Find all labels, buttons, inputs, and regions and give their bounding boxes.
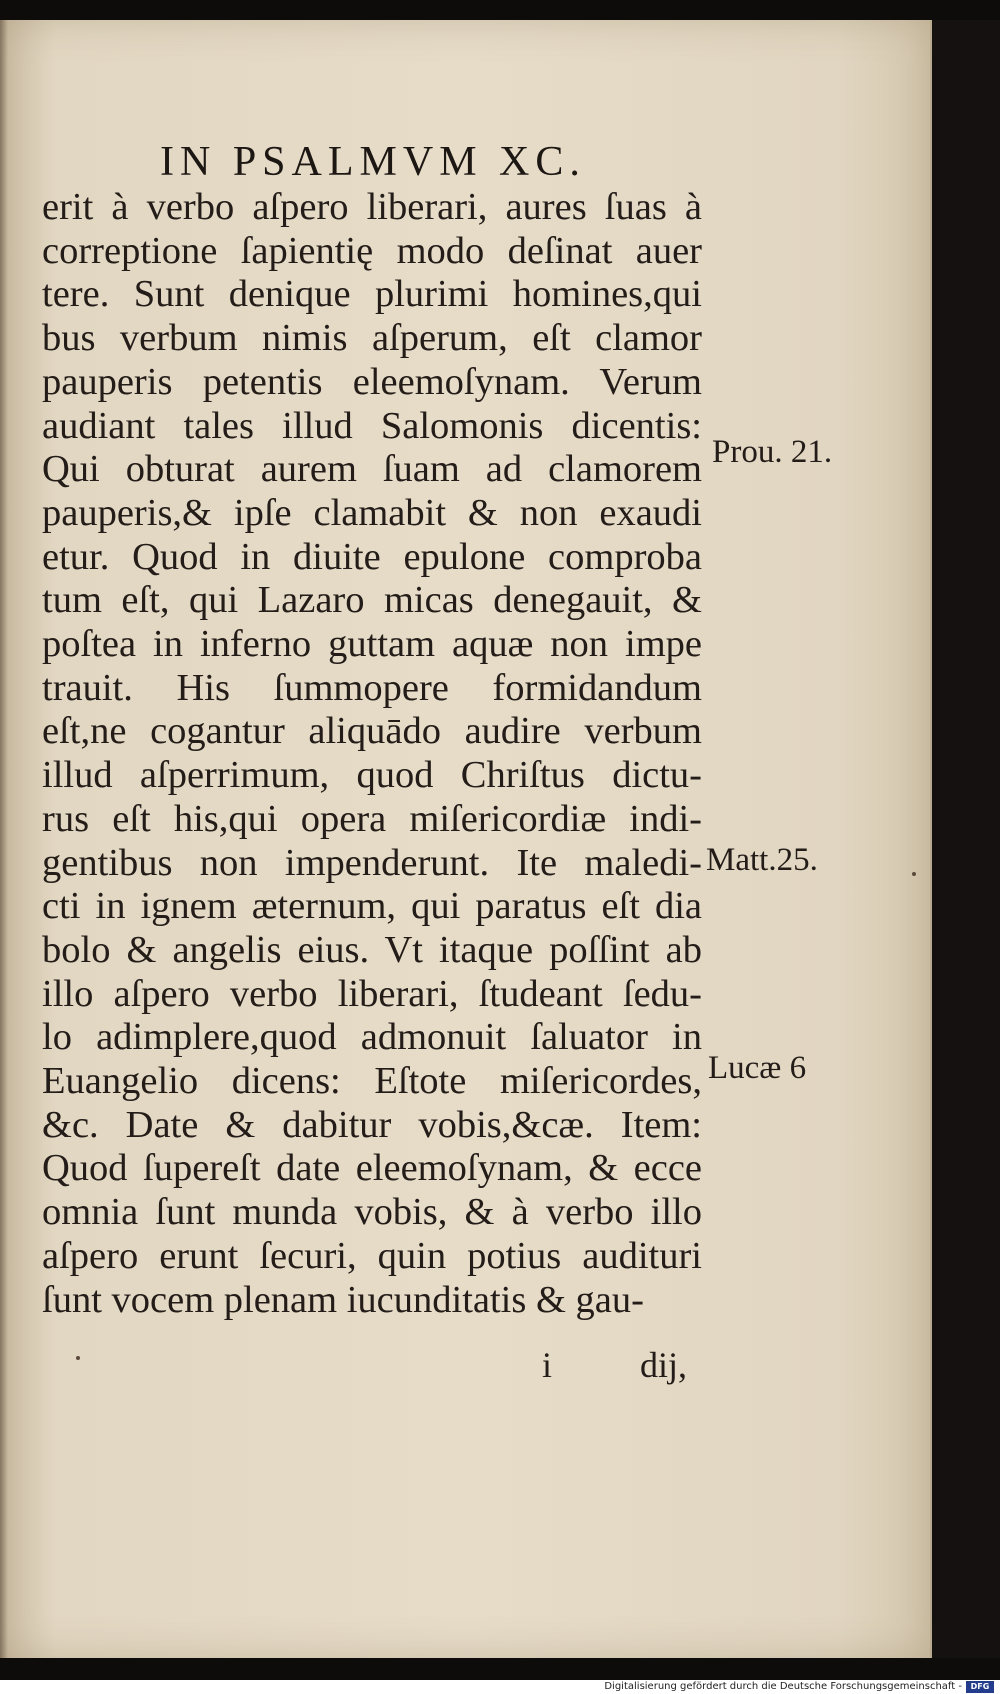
text-line: illud aſperrimum, quod Chriſtus dictu- <box>42 754 702 797</box>
text-line: lo adimplere,quod admonuit ſaluator in <box>42 1016 702 1059</box>
catchword: dij, <box>640 1345 688 1385</box>
text-line: eſt,ne cogantur aliquādo audire verbum <box>42 710 702 753</box>
text-line: correptione ſapientię modo deſinat auer <box>42 229 702 272</box>
margin-note-luke: Lucæ 6 <box>708 1050 807 1086</box>
text-line: trauit. His ſummopere formidandum <box>42 666 702 709</box>
text-line: illo aſpero verbo liberari, ſtudeant ſedu- <box>42 972 702 1015</box>
text-line: &c. Date & dabitur vobis,&cæ. Item: <box>42 1103 702 1146</box>
text-line: pauperis petentis eleemoſynam. Verum <box>42 360 702 403</box>
margin-note-matthew: Matt.25. <box>706 842 818 878</box>
text-line: cti in ignem æternum, qui paratus eſt dia <box>42 885 702 928</box>
text-line: aſpero erunt ſecuri, quin potius audituri <box>42 1234 702 1277</box>
text-line: tere. Sunt denique plurimi homines,qui <box>42 273 702 316</box>
body-text <box>42 186 702 1322</box>
text-line: ſunt vocem plenam iucunditatis & gau- <box>42 1278 644 1321</box>
text-line: bus verbum nimis aſperum, eſt clamor <box>42 317 702 360</box>
text-line: audiant tales illud Salomonis dicentis: <box>42 404 702 447</box>
text-line: Qui obturat aurem ſuam ad clamorem <box>42 448 702 491</box>
text-line: etur. Quod in diuite epulone comproba <box>42 535 702 578</box>
text-line: Quod ſupereſt date eleemoſynam, & ecce <box>42 1147 702 1190</box>
ink-speck <box>76 1356 80 1360</box>
signature-mark: i <box>542 1345 553 1385</box>
text-line: tum eſt, qui Lazaro micas denegauit, & <box>42 579 702 622</box>
margin-note-proverbs: Prou. 21. <box>712 434 833 470</box>
text-line: gentibus non impenderunt. Ite maledi- <box>42 841 702 884</box>
digitization-credit: Digitalisierung gefördert durch die Deutsche Forschungsgemeinschaft - <box>604 1681 962 1692</box>
text-line: rus eſt his,qui opera miſericordiæ indi- <box>42 797 702 840</box>
text-line: erit à verbo aſpero liberari, aures ſuas à <box>42 186 702 228</box>
text-line: Euangelio dicens: Eſtote miſericordes, <box>42 1060 702 1103</box>
scan-background <box>932 20 1000 1658</box>
text-line: bolo & angelis eius. Vt itaque poſſint ab <box>42 928 702 971</box>
text-line: omnia ſunt munda vobis, & à verbo illo <box>42 1191 702 1234</box>
gutter-shadow <box>0 20 8 1658</box>
text-line: pauperis,& ipſe clamabit & non exaudi <box>42 491 702 534</box>
dfg-logo: DFG <box>966 1681 994 1693</box>
ink-speck <box>912 872 916 876</box>
text-line: poſtea in inferno guttam aquæ non impe <box>42 623 702 666</box>
book-page <box>0 20 932 1658</box>
running-head: IN PSALMVM XC. <box>160 139 586 185</box>
